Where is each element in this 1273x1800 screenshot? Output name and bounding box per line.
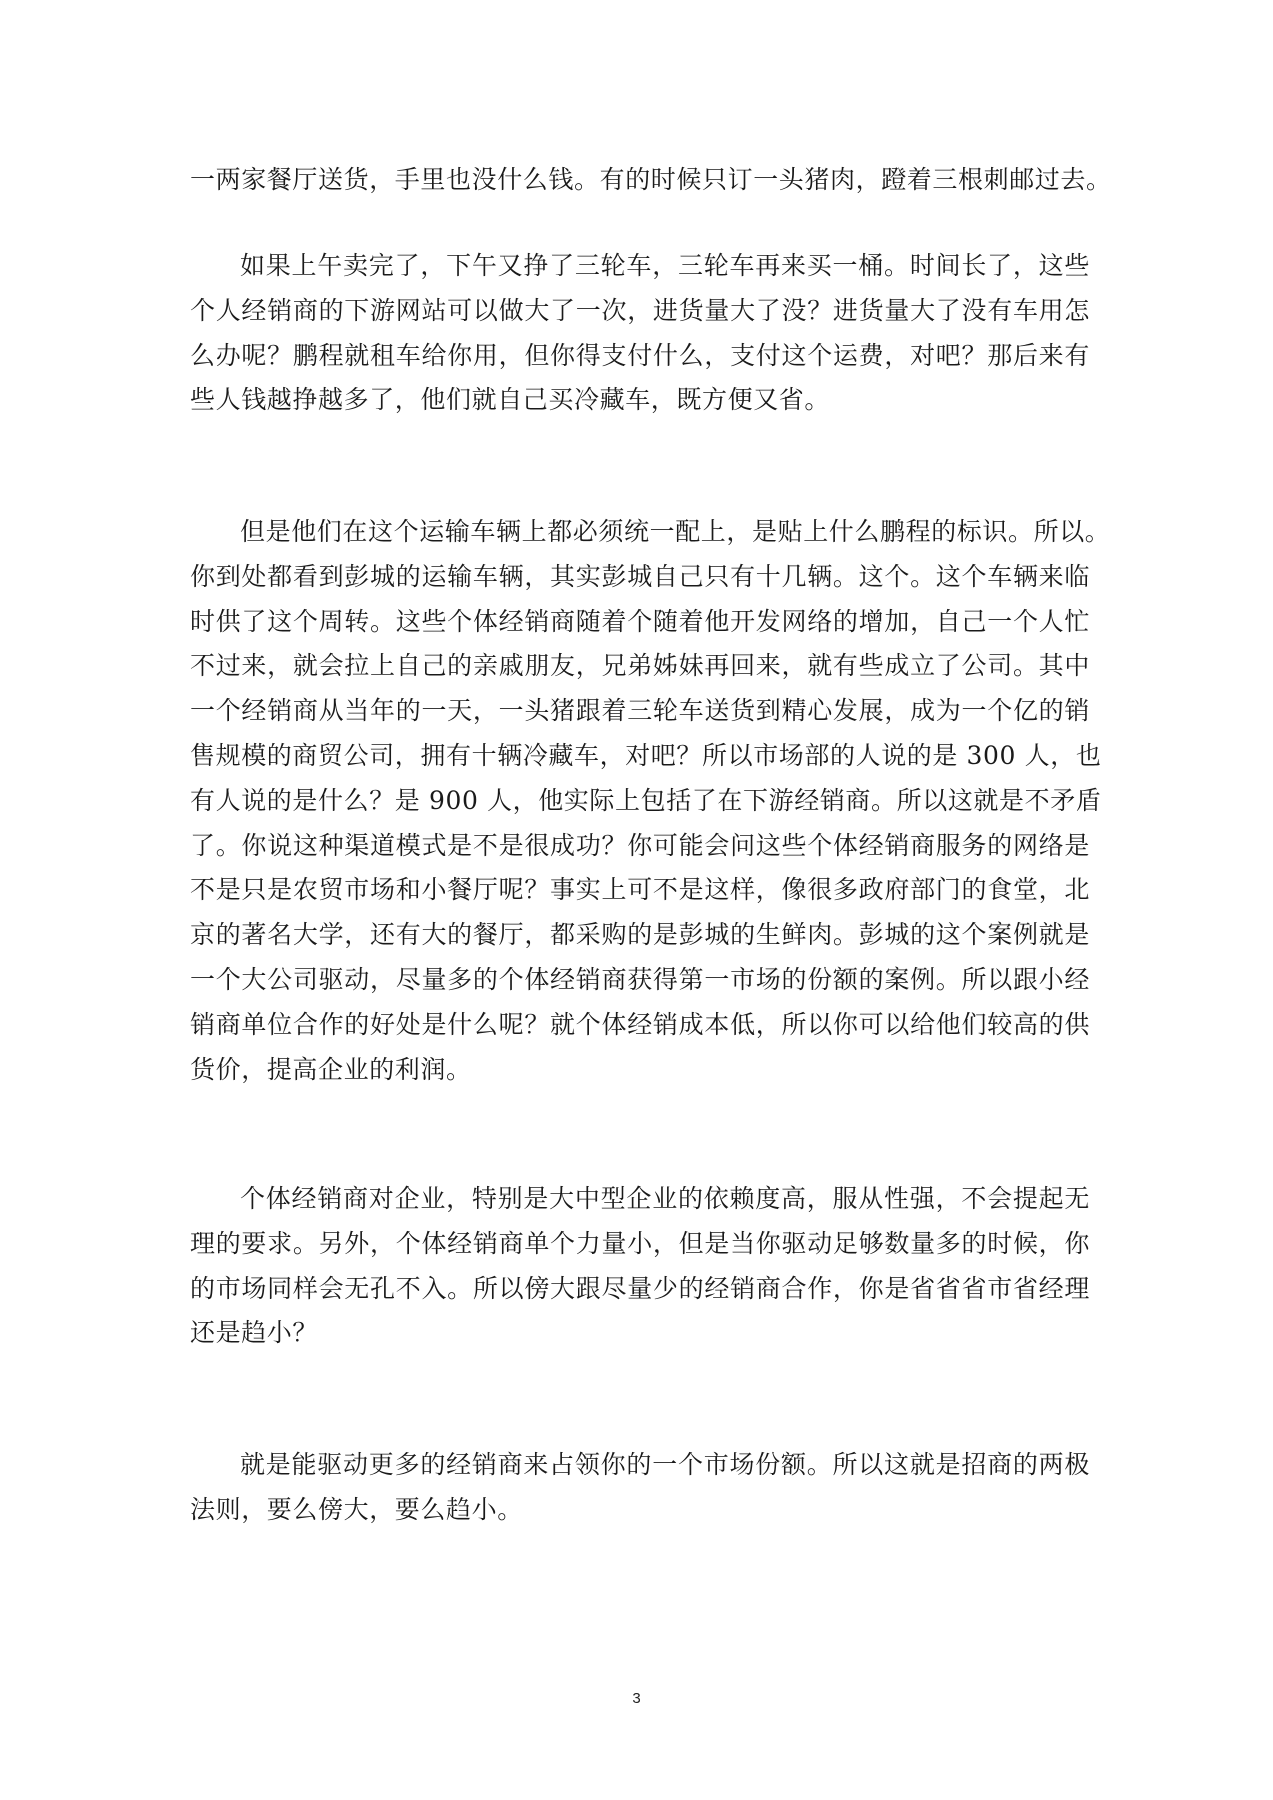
paragraph-5: [190, 1443, 1090, 1533]
text-line: 就是能驱动更多的经销商来占领你的一个市场份额。所以这就是招商的两极: [240, 1450, 1090, 1479]
text-line: 你到处都看到彭城的运输车辆，其实彭城自己只有十几辆。这个。这个车辆来临: [190, 561, 1090, 591]
text-line: 法则，要么傍大，要么趋小。: [190, 1494, 523, 1524]
text-line: 如果上午卖完了，下午又挣了三轮车，三轮车再来买一桶。时间长了，这些: [240, 251, 1090, 280]
text-line: 有人说的是什么？是 900 人，他实际上包括了在下游经销商。所以这就是不矛盾: [190, 785, 1102, 815]
text-line: 销商单位合作的好处是什么呢？就个体经销成本低，所以你可以给他们较高的供: [190, 1009, 1090, 1039]
text-line: 不是只是农贸市场和小餐厅呢？事实上可不是这样，像很多政府部门的食堂，北: [190, 875, 1090, 905]
text-line: 个体经销商对企业，特别是大中型企业的依赖度高，服从性强，不会提起无: [240, 1184, 1090, 1213]
text-line: 么办呢？鹏程就租车给你用，但你得支付什么，支付这个运费，对吧？那后来有: [190, 340, 1090, 370]
paragraph-4: [190, 1177, 1090, 1356]
text-line: 货价，提高企业的利润。: [190, 1054, 472, 1084]
paragraph-3: [190, 510, 1111, 1092]
paragraph-2: [190, 244, 1090, 423]
text-line: 理的要求。另外，个体经销商单个力量小，但是当你驱动足够数量多的时候，你: [190, 1228, 1090, 1258]
text-line: 了。你说这种渠道模式是不是很成功？你可能会问这些个体经销商服务的网络是: [190, 830, 1090, 860]
text-line: 但是他们在这个运输车辆上都必须统一配上，是贴上什么鹏程的标识。所以。: [240, 517, 1111, 546]
text-line: 一两家餐厅送货，手里也没什么钱。有的时候只订一头猪肉，蹬着三根刺邮过去。: [190, 165, 1112, 194]
text-line: 个人经销商的下游网站可以做大了一次，进货量大了没？进货量大了没有车用怎: [190, 295, 1090, 325]
text-line: 还是趋小？: [190, 1318, 319, 1348]
page-number: 3: [632, 1690, 641, 1707]
text-line: 京的著名大学，还有大的餐厅，都采购的是彭城的生鲜肉。彭城的这个案例就是: [190, 920, 1090, 950]
text-line: 不过来，就会拉上自己的亲戚朋友，兄弟姊妹再回来，就有些成立了公司。其中: [190, 651, 1090, 681]
text-line: 一个大公司驱动，尽量多的个体经销商获得第一市场的份额的案例。所以跟小经: [190, 964, 1090, 994]
text-line: 一个经销商从当年的一天，一头猪跟着三轮车送货到精心发展，成为一个亿的销: [190, 696, 1090, 726]
text-line: 些人钱越挣越多了，他们就自己买冷藏车，既方便又省。: [190, 385, 831, 415]
text-line: 售规模的商贸公司，拥有十辆冷藏车，对吧？所以市场部的人说的是 300 人，也: [190, 740, 1102, 770]
text-line: 的市场同样会无孔不入。所以傍大跟尽量少的经销商合作，你是省省省市省经理: [190, 1273, 1090, 1303]
text-line: 时供了这个周转。这些个体经销商随着个随着他开发网络的增加，自己一个人忙: [190, 606, 1090, 636]
paragraph-1: [190, 158, 1112, 203]
